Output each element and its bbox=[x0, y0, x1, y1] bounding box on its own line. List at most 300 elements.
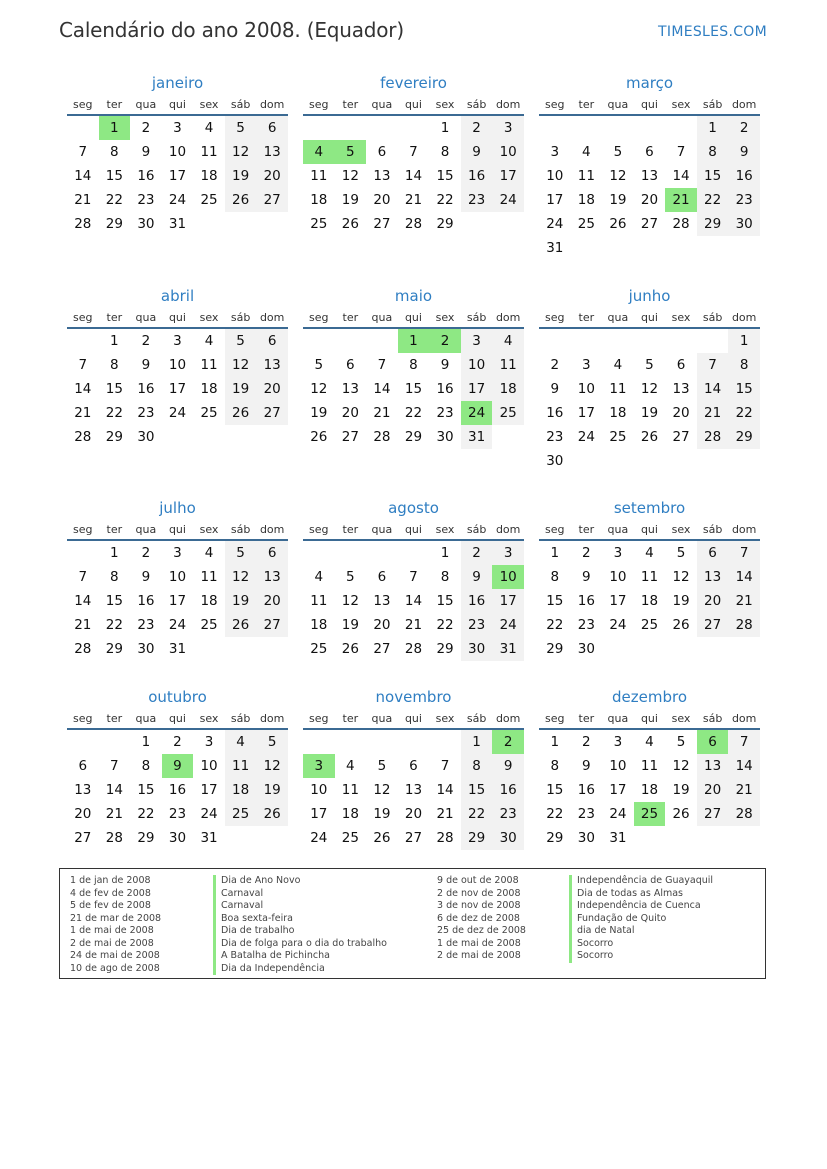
day-cell: 5 bbox=[225, 541, 257, 565]
day-cell: 2 bbox=[461, 116, 493, 140]
weekday-header bbox=[303, 708, 524, 730]
day-cell: 13 bbox=[256, 140, 288, 164]
day-cell: 24 bbox=[310, 830, 328, 846]
day-cell: 6 bbox=[409, 758, 418, 774]
empty-cell bbox=[398, 541, 430, 565]
day-cell: 27 bbox=[672, 429, 690, 445]
day-cell: 3 bbox=[173, 120, 182, 136]
empty-cell bbox=[697, 236, 729, 260]
day-cell: 21 bbox=[74, 617, 92, 633]
legend-name: Carnaval bbox=[213, 888, 387, 901]
day-cell: 3 bbox=[613, 734, 623, 750]
day-cell: 29 bbox=[546, 830, 564, 846]
day-cell: 27 bbox=[373, 641, 391, 657]
day-cell: 31 bbox=[492, 637, 524, 661]
day-cell: 28 bbox=[436, 830, 454, 846]
empty-cell bbox=[335, 329, 367, 353]
holiday-cell: 1 bbox=[398, 329, 430, 353]
day-cell: 23 bbox=[492, 802, 524, 826]
weekday-label: sáb bbox=[230, 711, 251, 725]
month-name: fevereiro bbox=[380, 74, 447, 92]
day-cell: 28 bbox=[697, 425, 729, 449]
day-cell: 21 bbox=[373, 405, 391, 421]
week-row bbox=[539, 329, 760, 353]
day-cell: 17 bbox=[609, 782, 627, 798]
day-cell: 5 bbox=[225, 329, 257, 353]
day-cell: 13 bbox=[697, 565, 729, 589]
day-cell: 21 bbox=[728, 778, 760, 802]
day-cell: 11 bbox=[200, 144, 218, 160]
week-row bbox=[539, 236, 760, 260]
day-cell: 23 bbox=[436, 405, 454, 421]
weekday-label: qua bbox=[371, 97, 393, 111]
empty-cell bbox=[665, 637, 697, 661]
day-cell: 3 bbox=[461, 329, 493, 353]
holiday-cell: 4 bbox=[303, 140, 335, 164]
day-cell: 29 bbox=[105, 641, 123, 657]
month-abril bbox=[67, 285, 288, 449]
weekday-label: dom bbox=[495, 97, 521, 111]
day-cell: 19 bbox=[672, 593, 690, 609]
day-cell: 28 bbox=[74, 641, 92, 657]
weekday-label: sáb bbox=[702, 522, 723, 536]
day-cell: 2 bbox=[141, 120, 151, 136]
day-cell: 3 bbox=[582, 357, 591, 373]
day-cell: 26 bbox=[310, 429, 328, 445]
day-cell: 2 bbox=[141, 333, 151, 349]
weekday-label: sáb bbox=[230, 97, 251, 111]
day-cell: 21 bbox=[74, 405, 92, 421]
day-cell: 1 bbox=[110, 545, 119, 561]
holiday-cell: 2 bbox=[429, 329, 461, 353]
day-cell: 20 bbox=[697, 778, 729, 802]
month-agosto bbox=[303, 497, 524, 661]
empty-cell bbox=[697, 826, 729, 850]
day-cell: 31 bbox=[609, 830, 627, 846]
day-cell: 10 bbox=[200, 758, 218, 774]
empty-cell bbox=[366, 329, 398, 353]
weekday-label: qui bbox=[168, 522, 186, 536]
day-cell: 8 bbox=[440, 569, 450, 585]
day-cell: 12 bbox=[225, 565, 257, 589]
empty-cell bbox=[429, 730, 461, 754]
day-cell: 22 bbox=[697, 188, 729, 212]
day-cell: 30 bbox=[137, 429, 155, 445]
day-cell: 14 bbox=[74, 381, 92, 397]
month-junho bbox=[539, 285, 760, 473]
legend-date: 2 de mai de 2008 bbox=[70, 937, 154, 949]
day-cell: 28 bbox=[404, 216, 423, 232]
day-cell: 3 bbox=[613, 545, 623, 561]
legend-date: 10 de ago de 2008 bbox=[70, 962, 160, 974]
weekday-header bbox=[539, 307, 760, 329]
weekday-label: seg bbox=[309, 97, 329, 111]
day-cell: 4 bbox=[582, 144, 591, 160]
day-cell: 5 bbox=[613, 144, 623, 160]
empty-cell bbox=[571, 236, 603, 260]
day-cell: 20 bbox=[256, 164, 288, 188]
month-name: maio bbox=[394, 287, 433, 305]
legend-date: 9 de out de 2008 bbox=[437, 875, 519, 886]
weekday-label: sex bbox=[435, 522, 455, 536]
empty-cell bbox=[67, 541, 99, 565]
day-cell: 30 bbox=[492, 826, 524, 850]
day-cell: 25 bbox=[492, 401, 524, 425]
day-cell: 12 bbox=[310, 381, 328, 397]
weekday-header bbox=[303, 94, 524, 116]
day-cell: 22 bbox=[461, 802, 493, 826]
week-row bbox=[539, 565, 760, 589]
week-row bbox=[67, 212, 288, 236]
day-cell: 1 bbox=[550, 545, 560, 561]
month-julho bbox=[67, 497, 288, 661]
empty-cell bbox=[193, 425, 225, 449]
weekday-label: sex bbox=[671, 711, 691, 725]
day-cell: 3 bbox=[550, 144, 560, 160]
day-cell: 18 bbox=[200, 381, 218, 397]
day-cell: 25 bbox=[225, 802, 257, 826]
day-cell: 13 bbox=[373, 168, 391, 184]
legend-date: 25 de dez de 2008 bbox=[437, 925, 526, 936]
week-row bbox=[67, 353, 288, 377]
day-cell: 17 bbox=[168, 593, 187, 609]
weekday-label: sáb bbox=[466, 522, 487, 536]
weekday-label: ter bbox=[578, 97, 595, 111]
week-row bbox=[303, 164, 524, 188]
day-cell: 20 bbox=[256, 589, 288, 613]
week-row bbox=[67, 778, 288, 802]
day-cell: 4 bbox=[204, 120, 214, 136]
weekday-label: sex bbox=[671, 97, 691, 111]
day-cell: 7 bbox=[78, 569, 88, 585]
weekday-label: qua bbox=[607, 97, 629, 111]
weekday-header bbox=[67, 519, 288, 541]
day-cell: 14 bbox=[74, 593, 92, 609]
day-cell: 16 bbox=[728, 164, 760, 188]
day-cell: 18 bbox=[225, 778, 257, 802]
holiday-cell: 25 bbox=[634, 802, 666, 826]
week-row bbox=[539, 826, 760, 850]
weekday-label: seg bbox=[545, 97, 565, 111]
day-cell: 13 bbox=[256, 565, 288, 589]
day-cell: 22 bbox=[546, 806, 564, 822]
week-row bbox=[539, 754, 760, 778]
day-cell: 15 bbox=[697, 164, 729, 188]
day-cell: 27 bbox=[697, 613, 729, 637]
week-row bbox=[539, 353, 760, 377]
day-cell: 15 bbox=[105, 168, 123, 184]
legend-right-names bbox=[569, 875, 713, 963]
day-cell: 13 bbox=[672, 381, 690, 397]
week-row bbox=[67, 116, 288, 140]
day-cell: 22 bbox=[404, 405, 423, 421]
empty-cell bbox=[303, 116, 335, 140]
day-cell: 10 bbox=[609, 569, 627, 585]
week-row bbox=[303, 188, 524, 212]
day-cell: 12 bbox=[341, 593, 359, 609]
day-cell: 30 bbox=[137, 216, 155, 232]
day-cell: 26 bbox=[609, 216, 627, 232]
weekday-label: dom bbox=[259, 310, 285, 324]
week-row bbox=[303, 140, 524, 164]
day-cell: 25 bbox=[640, 617, 659, 633]
day-cell: 28 bbox=[728, 802, 760, 826]
empty-cell bbox=[665, 449, 697, 473]
empty-cell bbox=[335, 116, 367, 140]
day-cell: 10 bbox=[461, 353, 493, 377]
legend-date: 1 de mai de 2008 bbox=[70, 925, 154, 936]
empty-cell bbox=[602, 116, 634, 140]
weekday-label: ter bbox=[106, 310, 123, 324]
empty-cell bbox=[366, 541, 398, 565]
month-março bbox=[539, 72, 760, 260]
day-cell: 19 bbox=[373, 806, 391, 822]
holiday-cell: 1 bbox=[99, 116, 131, 140]
legend-name: dia de Natal bbox=[569, 925, 713, 938]
weekday-label: sex bbox=[199, 310, 219, 324]
day-cell: 27 bbox=[697, 802, 729, 826]
empty-cell bbox=[256, 637, 288, 661]
day-cell: 18 bbox=[492, 377, 524, 401]
day-cell: 2 bbox=[141, 545, 151, 561]
day-cell: 12 bbox=[640, 381, 659, 397]
day-cell: 15 bbox=[436, 168, 454, 184]
day-cell: 28 bbox=[105, 830, 123, 846]
empty-cell bbox=[99, 730, 131, 754]
day-cell: 4 bbox=[645, 734, 654, 750]
day-cell: 14 bbox=[728, 754, 760, 778]
day-cell: 5 bbox=[346, 569, 355, 585]
empty-cell bbox=[697, 637, 729, 661]
site-link[interactable]: TIMESLES.COM bbox=[658, 24, 767, 40]
empty-cell bbox=[728, 826, 760, 850]
day-cell: 6 bbox=[256, 329, 288, 353]
day-cell: 9 bbox=[550, 381, 560, 397]
weekday-label: ter bbox=[106, 522, 123, 536]
weekday-label: qua bbox=[607, 522, 629, 536]
day-cell: 31 bbox=[168, 216, 187, 232]
week-row bbox=[67, 140, 288, 164]
empty-cell bbox=[335, 730, 367, 754]
month-name: outubro bbox=[148, 688, 207, 706]
day-cell: 7 bbox=[728, 541, 760, 565]
day-cell: 15 bbox=[546, 593, 564, 609]
day-cell: 2 bbox=[582, 734, 591, 750]
day-cell: 4 bbox=[314, 569, 324, 585]
day-cell: 8 bbox=[550, 758, 560, 774]
day-cell: 29 bbox=[697, 212, 729, 236]
month-outubro bbox=[67, 686, 288, 850]
weekday-label: qui bbox=[404, 97, 422, 111]
day-cell: 19 bbox=[310, 405, 328, 421]
day-cell: 4 bbox=[645, 545, 654, 561]
day-cell: 17 bbox=[492, 589, 524, 613]
day-cell: 3 bbox=[173, 333, 182, 349]
empty-cell bbox=[634, 826, 666, 850]
week-row bbox=[67, 377, 288, 401]
day-cell: 30 bbox=[546, 453, 564, 469]
day-cell: 24 bbox=[168, 192, 187, 208]
week-row bbox=[303, 826, 524, 850]
day-cell: 10 bbox=[492, 140, 524, 164]
day-cell: 2 bbox=[173, 734, 182, 750]
day-cell: 4 bbox=[613, 357, 623, 373]
day-cell: 7 bbox=[110, 758, 119, 774]
week-row bbox=[303, 116, 524, 140]
weekday-label: sáb bbox=[702, 310, 723, 324]
week-row bbox=[67, 637, 288, 661]
day-cell: 5 bbox=[676, 734, 686, 750]
day-cell: 24 bbox=[168, 617, 187, 633]
holiday-cell: 2 bbox=[492, 730, 524, 754]
empty-cell bbox=[697, 329, 729, 353]
day-cell: 18 bbox=[310, 617, 328, 633]
day-cell: 15 bbox=[404, 381, 423, 397]
weekday-label: dom bbox=[731, 310, 757, 324]
week-row bbox=[67, 164, 288, 188]
day-cell: 25 bbox=[200, 192, 218, 208]
day-cell: 24 bbox=[546, 216, 564, 232]
day-cell: 11 bbox=[200, 357, 218, 373]
legend-right-dates bbox=[437, 875, 526, 963]
day-cell: 25 bbox=[577, 216, 595, 232]
day-cell: 22 bbox=[105, 192, 123, 208]
day-cell: 10 bbox=[168, 569, 187, 585]
day-cell: 8 bbox=[409, 357, 418, 373]
day-cell: 31 bbox=[168, 641, 187, 657]
empty-cell bbox=[492, 425, 524, 449]
week-row bbox=[67, 329, 288, 353]
weekday-label: ter bbox=[342, 711, 359, 725]
day-cell: 13 bbox=[640, 168, 659, 184]
day-cell: 15 bbox=[105, 593, 123, 609]
day-cell: 16 bbox=[546, 405, 564, 421]
holiday-cell: 6 bbox=[697, 730, 729, 754]
day-cell: 2 bbox=[582, 545, 591, 561]
day-cell: 23 bbox=[137, 192, 155, 208]
week-row bbox=[303, 401, 524, 425]
day-cell: 22 bbox=[105, 617, 123, 633]
month-setembro bbox=[539, 497, 760, 661]
weekday-label: ter bbox=[342, 310, 359, 324]
day-cell: 21 bbox=[74, 192, 92, 208]
day-cell: 25 bbox=[200, 405, 218, 421]
day-cell: 16 bbox=[168, 782, 187, 798]
day-cell: 12 bbox=[672, 569, 690, 585]
day-cell: 4 bbox=[204, 333, 214, 349]
day-cell: 4 bbox=[204, 545, 214, 561]
month-name: abril bbox=[160, 287, 195, 305]
empty-cell bbox=[303, 541, 335, 565]
legend-left-dates bbox=[70, 875, 161, 975]
day-cell: 13 bbox=[256, 353, 288, 377]
day-cell: 12 bbox=[672, 758, 690, 774]
day-cell: 11 bbox=[310, 593, 328, 609]
weekday-label: sáb bbox=[702, 711, 723, 725]
week-row bbox=[67, 754, 288, 778]
day-cell: 19 bbox=[225, 589, 257, 613]
day-cell: 16 bbox=[137, 593, 155, 609]
day-cell: 9 bbox=[492, 754, 524, 778]
day-cell: 7 bbox=[676, 144, 686, 160]
day-cell: 16 bbox=[577, 593, 595, 609]
legend-name: Independência de Cuenca bbox=[569, 900, 713, 913]
day-cell: 16 bbox=[577, 782, 595, 798]
week-row bbox=[303, 425, 524, 449]
day-cell: 24 bbox=[492, 613, 524, 637]
day-cell: 24 bbox=[200, 806, 218, 822]
weekday-label: seg bbox=[73, 310, 93, 324]
week-row bbox=[539, 188, 760, 212]
empty-cell bbox=[697, 449, 729, 473]
legend-name: Socorro bbox=[569, 938, 713, 951]
day-cell: 24 bbox=[492, 188, 524, 212]
day-cell: 23 bbox=[461, 613, 493, 637]
weekday-label: dom bbox=[731, 711, 757, 725]
day-cell: 20 bbox=[341, 405, 359, 421]
weekday-header bbox=[539, 94, 760, 116]
week-row bbox=[539, 212, 760, 236]
day-cell: 20 bbox=[373, 192, 391, 208]
weekday-header bbox=[303, 307, 524, 329]
empty-cell bbox=[67, 116, 99, 140]
empty-cell bbox=[256, 826, 288, 850]
weekday-label: sex bbox=[435, 97, 455, 111]
day-cell: 26 bbox=[225, 401, 257, 425]
day-cell: 1 bbox=[141, 734, 151, 750]
month-name: março bbox=[625, 74, 674, 92]
day-cell: 30 bbox=[728, 212, 760, 236]
weekday-label: dom bbox=[731, 522, 757, 536]
day-cell: 28 bbox=[728, 613, 760, 637]
legend-date: 1 de mai de 2008 bbox=[437, 937, 521, 949]
weekday-label: dom bbox=[259, 711, 285, 725]
legend-name: Dia de folga para o dia do trabalho bbox=[213, 938, 387, 951]
day-cell: 4 bbox=[492, 329, 524, 353]
day-cell: 5 bbox=[645, 357, 654, 373]
legend-date: 6 de dez de 2008 bbox=[437, 912, 520, 924]
week-row bbox=[67, 589, 288, 613]
day-cell: 5 bbox=[676, 545, 686, 561]
week-row bbox=[303, 329, 524, 353]
week-row bbox=[539, 425, 760, 449]
day-cell: 2 bbox=[461, 541, 493, 565]
day-cell: 27 bbox=[341, 429, 359, 445]
day-cell: 8 bbox=[440, 144, 450, 160]
weekday-label: qui bbox=[404, 310, 422, 324]
week-row bbox=[67, 613, 288, 637]
day-cell: 7 bbox=[440, 758, 450, 774]
empty-cell bbox=[634, 236, 666, 260]
weekday-label: seg bbox=[309, 522, 329, 536]
weekday-label: qui bbox=[640, 522, 658, 536]
day-cell: 19 bbox=[341, 192, 359, 208]
day-cell: 25 bbox=[341, 830, 359, 846]
empty-cell bbox=[665, 116, 697, 140]
day-cell: 17 bbox=[609, 593, 627, 609]
day-cell: 15 bbox=[436, 593, 454, 609]
week-row bbox=[539, 401, 760, 425]
day-cell: 3 bbox=[173, 545, 182, 561]
weekday-label: dom bbox=[495, 711, 521, 725]
empty-cell bbox=[256, 425, 288, 449]
day-cell: 7 bbox=[728, 730, 760, 754]
week-row bbox=[303, 353, 524, 377]
week-row bbox=[539, 802, 760, 826]
weekday-label: seg bbox=[309, 711, 329, 725]
day-cell: 13 bbox=[74, 782, 92, 798]
day-cell: 27 bbox=[256, 188, 288, 212]
